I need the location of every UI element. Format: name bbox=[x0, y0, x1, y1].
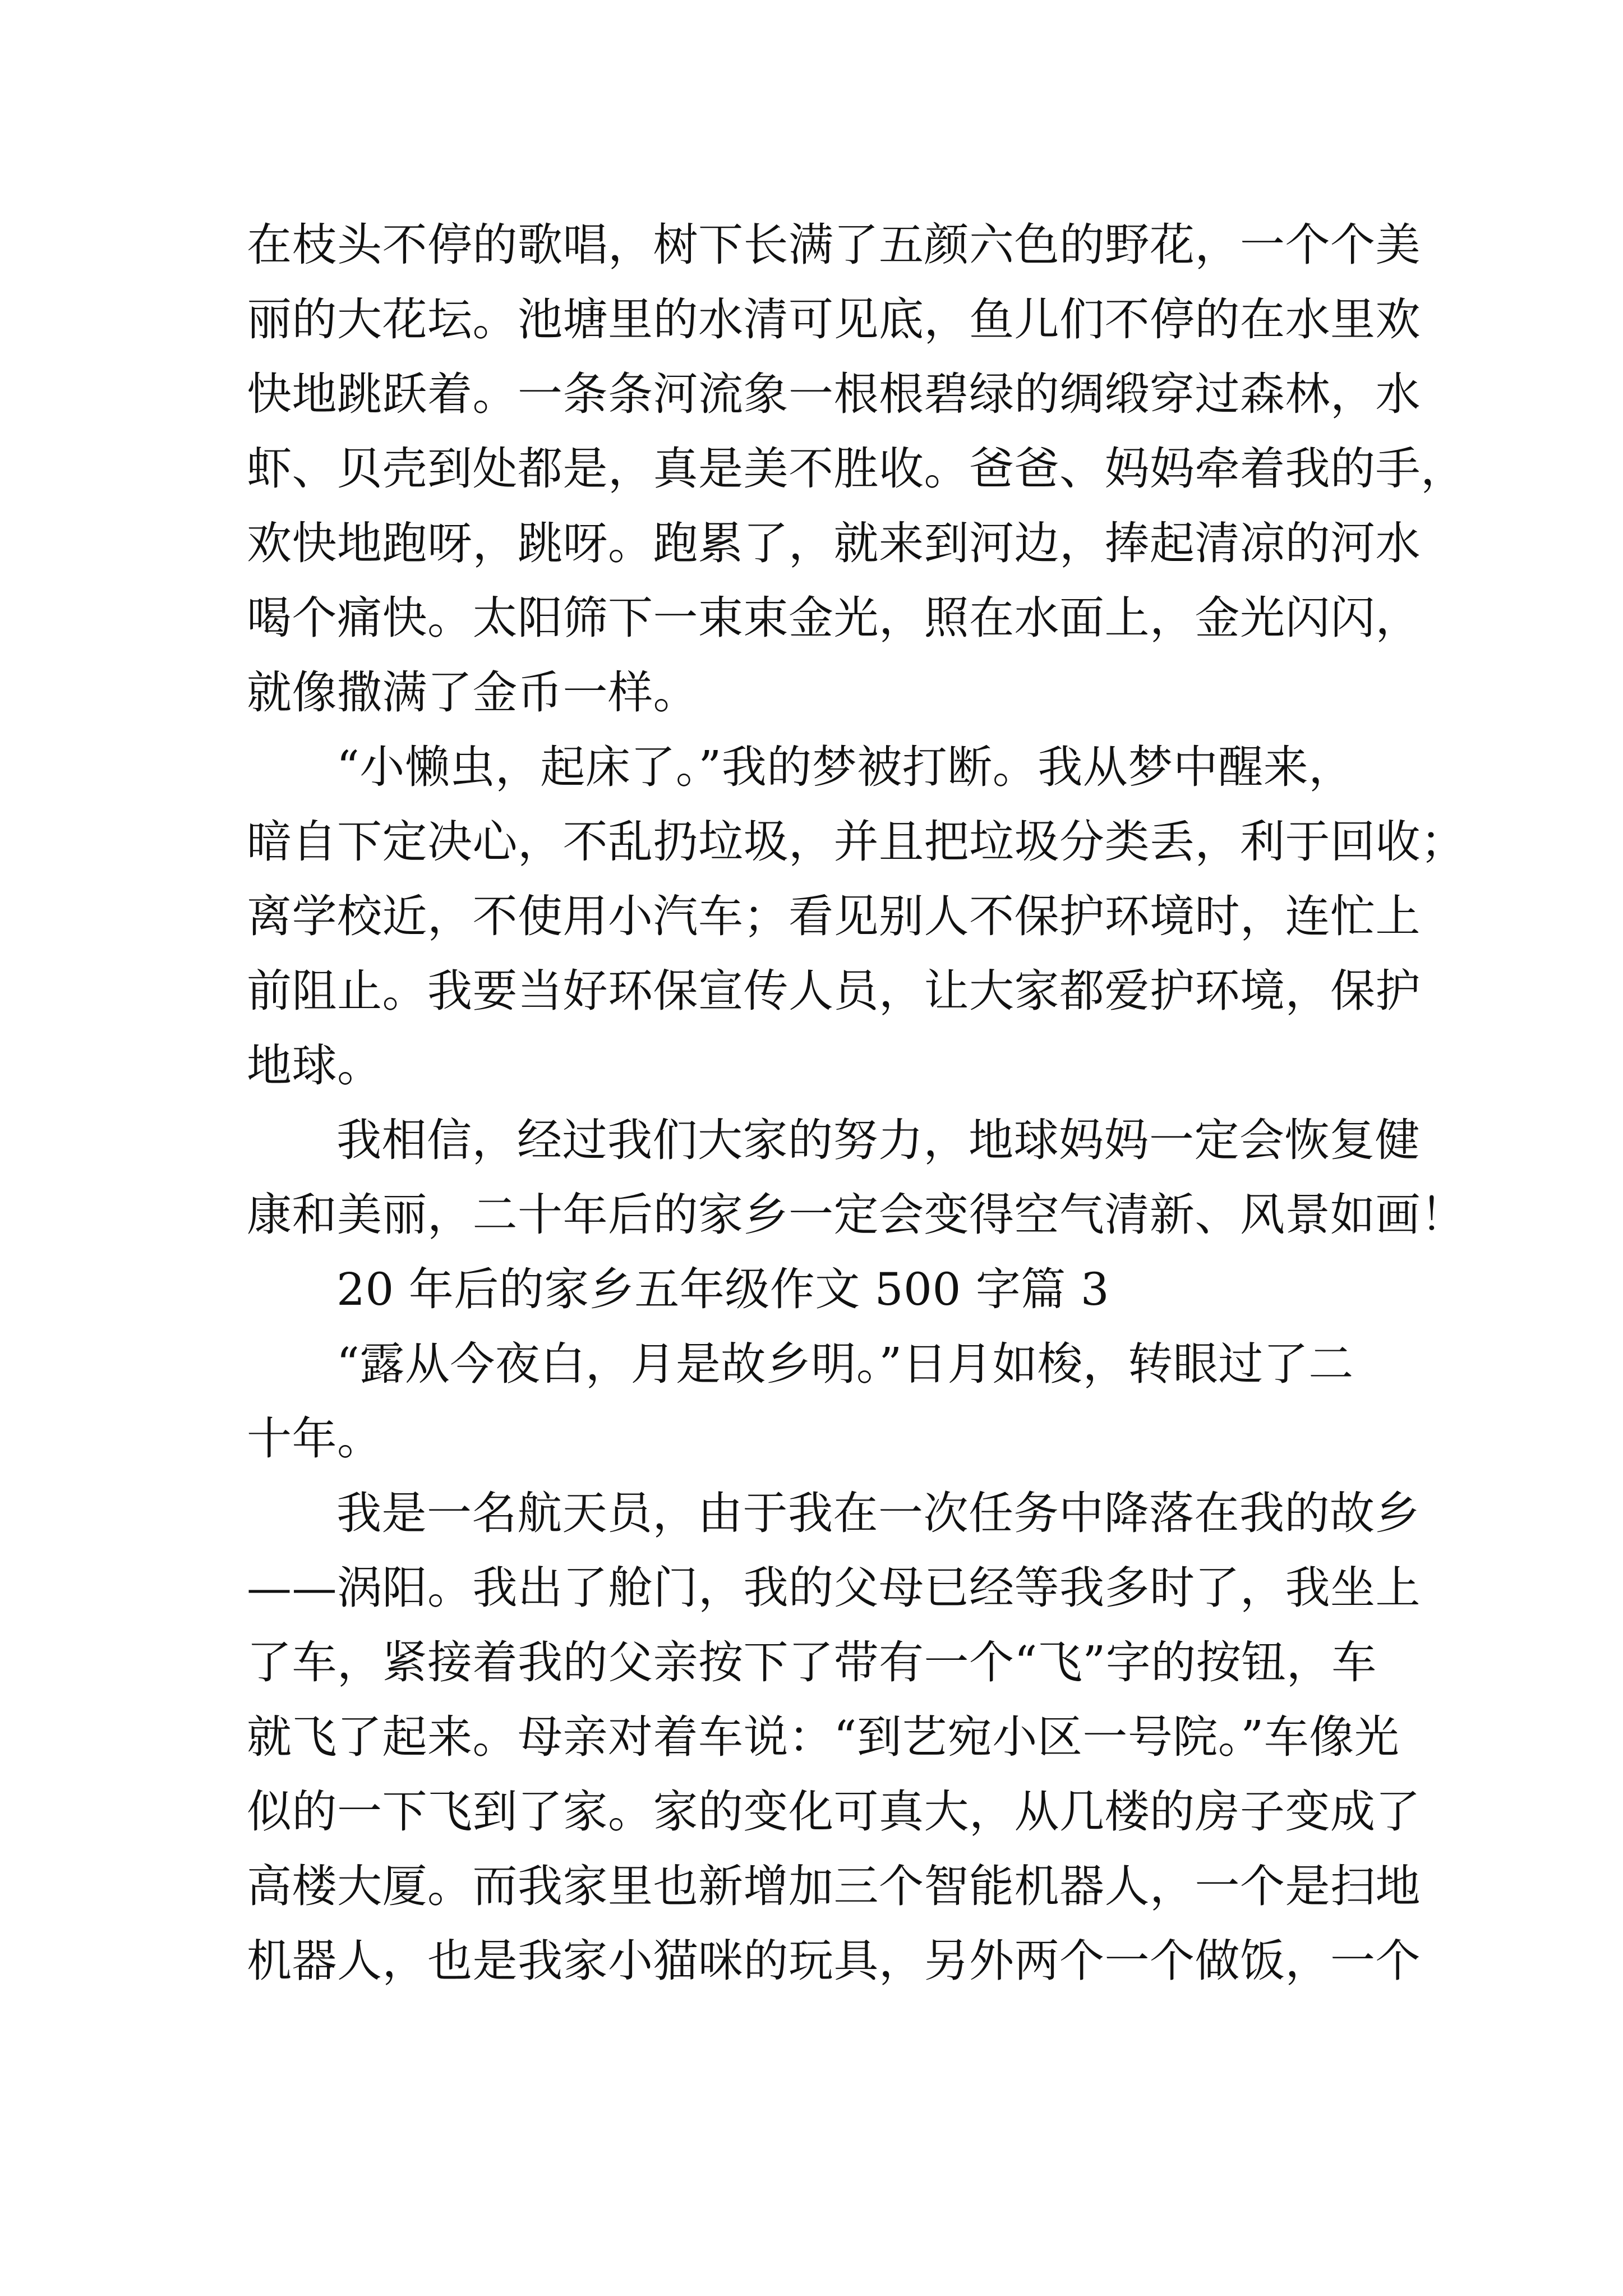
text-line: 高楼大厦。而我家里也新增加三个智能机器人，一个是扫地 bbox=[247, 1860, 1421, 1912]
text-line: 虾、贝壳到处都是，真是美不胜收。爸爸、妈妈牵着我的手， bbox=[247, 443, 1466, 495]
text-line: “小懒虫，起床了。”我的梦被打断。我从梦中醒来， bbox=[336, 741, 1354, 793]
text-line: 康和美丽，二十年后的家乡一定会变得空气清新、风景如画！ bbox=[247, 1189, 1466, 1241]
text-line: ——涡阳。我出了舱门，我的父母已经等我多时了，我坐上 bbox=[247, 1562, 1421, 1614]
text-line: 似的一下飞到了家。家的变化可真大，从几楼的房子变成了 bbox=[247, 1786, 1421, 1838]
section-heading: 20 年后的家乡五年级作文 500 字篇 3 bbox=[336, 1263, 1110, 1315]
text-line: 机器人，也是我家小猫咪的玩具，另外两个一个做饭，一个 bbox=[247, 1935, 1421, 1987]
text-line: 欢快地跑呀，跳呀。跑累了，就来到河边，捧起清凉的河水 bbox=[247, 517, 1421, 569]
text-line: 就飞了起来。母亲对着车说：“到艺宛小区一号院。”车像光 bbox=[247, 1711, 1400, 1763]
text-line: 我是一名航天员，由于我在一次任务中降落在我的故乡 bbox=[336, 1487, 1420, 1539]
text-line: 丽的大花坛。池塘里的水清可见底，鱼儿们不停的在水里欢 bbox=[247, 293, 1421, 346]
text-line: 十年。 bbox=[247, 1412, 382, 1465]
essay-text bbox=[247, 208, 1466, 1998]
text-line: 了车，紧接着我的父亲按下了带有一个“飞”字的按钮，车 bbox=[247, 1636, 1377, 1688]
text-line: 我相信，经过我们大家的努力，地球妈妈一定会恢复健 bbox=[336, 1114, 1420, 1166]
text-line: “露从今夜白，月是故乡明。”日月如梭，转眼过了二 bbox=[336, 1338, 1354, 1390]
text-line: 快地跳跃着。一条条河流象一根根碧绿的绸缎穿过森林，水 bbox=[247, 368, 1421, 420]
text-line: 在枝头不停的歌唱，树下长满了五颜六色的野花，一个个美 bbox=[247, 219, 1421, 271]
text-line: 前阻止。我要当好环保宣传人员，让大家都爱护环境，保护 bbox=[247, 965, 1421, 1017]
text-line: 就像撒满了金币一样。 bbox=[247, 666, 698, 719]
text-line: 喝个痛快。太阳筛下一束束金光，照在水面上，金光闪闪， bbox=[247, 592, 1421, 644]
text-line: 暗自下定决心，不乱扔垃圾，并且把垃圾分类丢，利于回收； bbox=[247, 816, 1466, 868]
text-line: 地球。 bbox=[247, 1039, 382, 1092]
text-line: 离学校近，不使用小汽车；看见别人不保护环境时，连忙上 bbox=[247, 890, 1421, 942]
